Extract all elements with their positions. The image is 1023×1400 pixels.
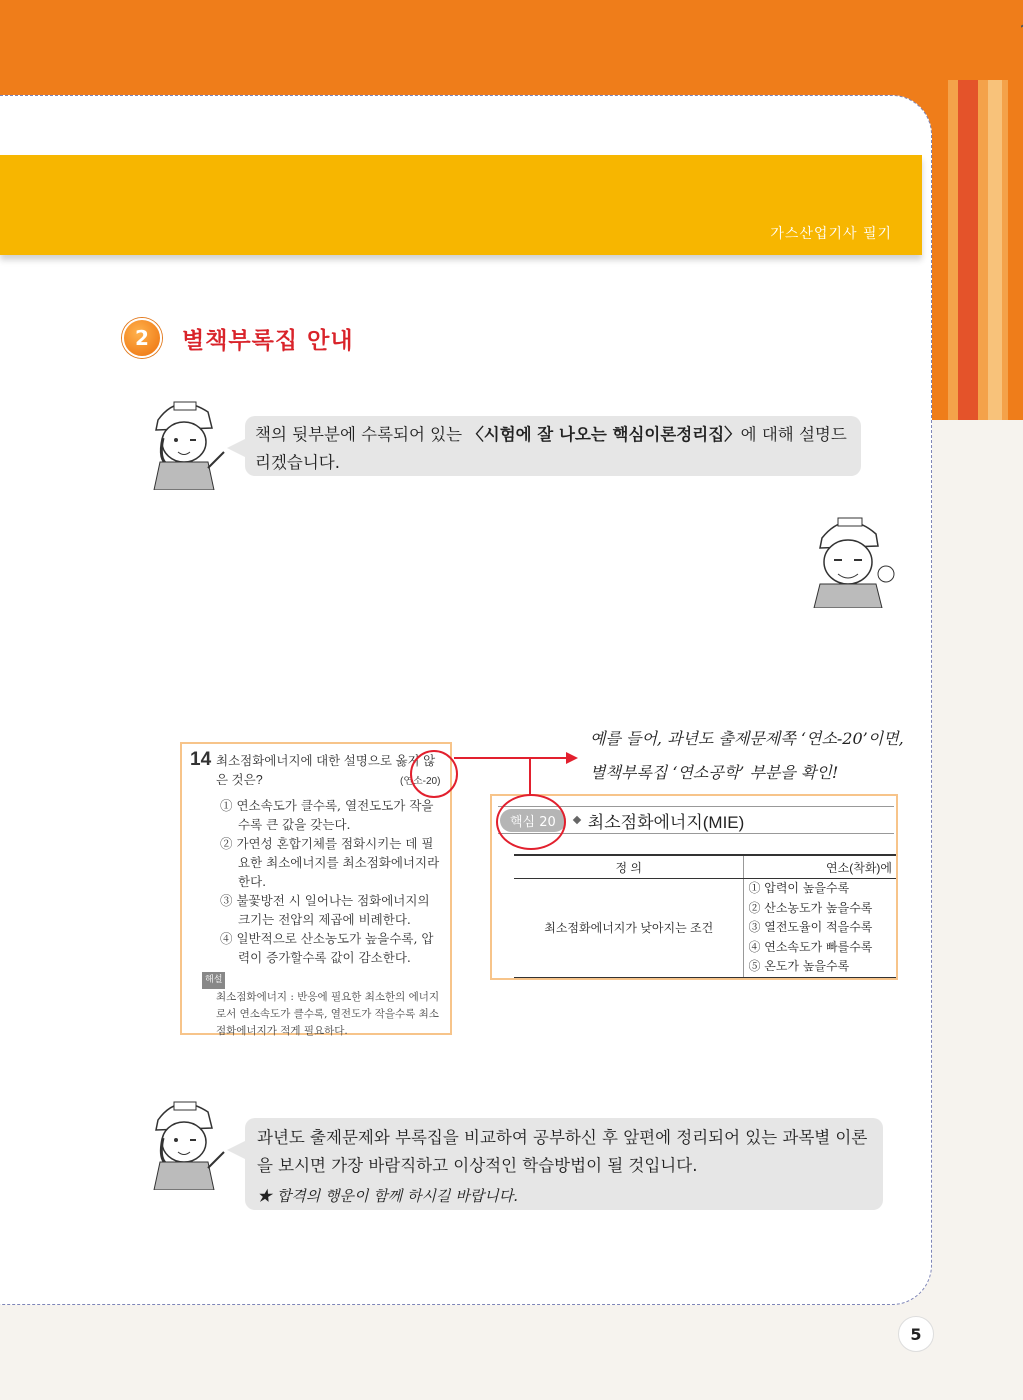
explanation-text: 최소점화에너지 : 반응에 필요한 최소한의 에너지로서 연소속도가 클수록, 열전도가 작을수록 최소점화에너지가 적게 필요하다. — [216, 991, 440, 1037]
question-tag: (연소-20) — [400, 776, 441, 787]
core-title: 최소점화에너지(MIE) — [587, 812, 745, 832]
option-item: ② 가연성 혼합기체를 점화시키는 데 필요한 최소에너지를 최소점화에너지라 한다. — [220, 836, 440, 889]
condition-item: ④ 연소속도가 빠를수록 — [748, 939, 873, 954]
core-badge: 핵심 20 — [500, 809, 566, 832]
option-item: ① 연소속도가 클수록, 열전도도가 작을수록 큰 값을 갖는다. — [220, 798, 434, 832]
side-stripe-decoration — [928, 80, 1023, 420]
explanation-tag: 해설 — [202, 972, 225, 989]
bubble1-text-b: 에 대해 설명드리겠습니다. — [255, 425, 847, 472]
red-arrow-line — [454, 757, 530, 759]
red-circle-tag — [410, 750, 458, 798]
bubble1-text-a: 책의 뒷부분에 수록되어 있는 — [255, 425, 468, 444]
condition-item: ① 압력이 높을수록 — [748, 881, 850, 895]
option-list — [192, 796, 442, 967]
handwritten-note — [590, 722, 904, 790]
explanation — [205, 971, 442, 1040]
header-bar — [0, 155, 922, 255]
speech-bubble-intro — [245, 416, 861, 476]
exam-question-box — [180, 742, 452, 1035]
option-item: ④ 일반적으로 산소농도가 높을수록, 압력이 증가할수록 값이 감소한다. — [220, 931, 434, 965]
note-line2: 별책부록집 ‘연소공학’ 부분을 확인! — [590, 763, 839, 782]
condition-item: ② 산소농도가 높을수록 — [748, 900, 873, 915]
table-header-definition: 정 의 — [514, 855, 744, 879]
condition-cell: 최소점화에너지가 낮아지는 조건 — [514, 879, 744, 978]
condition-item: ⑤ 온도가 높을수록 — [748, 959, 850, 973]
note-line1: 예를 들어, 과년도 출제문제쪽 ‘연소-20’이면, — [590, 729, 904, 748]
bubble3-wish: ★ 합격의 행운이 함께 하시길 바랍니다. — [257, 1187, 518, 1205]
table-header-combustion: 연소(착화)에 — [744, 855, 896, 879]
section-heading — [122, 318, 354, 358]
condition-item: ③ 열전도율이 적을수록 — [748, 920, 873, 934]
character-illustration-right — [800, 508, 900, 608]
diamond-icon — [573, 816, 581, 824]
header-title: 가스산업기사 필기 — [770, 226, 892, 242]
option-item: ③ 불꽃방전 시 일어나는 점화에너지의 크기는 전압의 제곱에 비례한다. — [220, 893, 430, 927]
bubble1-text-bold: 〈시험에 잘 나오는 핵심이론정리집〉 — [467, 425, 741, 444]
red-circle-badge — [496, 794, 566, 850]
red-arrowhead-icon — [566, 752, 578, 764]
red-connector-line — [529, 757, 531, 795]
speech-bubble-closing — [245, 1118, 883, 1210]
red-arrow-line — [530, 757, 570, 759]
character-illustration-left — [138, 390, 230, 490]
page-number: 5 — [898, 1316, 934, 1352]
question-number: 14 — [190, 749, 212, 770]
section-title: 별책부록집 안내 — [182, 327, 354, 354]
question-stem: 최소점화에너지에 대한 설명으로 옳지 않은 것은? — [216, 754, 436, 787]
condition-list — [744, 879, 896, 978]
section-number-badge: 2 — [122, 318, 162, 358]
character-illustration-bottom — [138, 1090, 230, 1190]
bubble3-text: 과년도 출제문제와 부록집을 비교하여 공부하신 후 앞편에 정리되어 있는 과목별 이론을 보시면 가장 바람직하고 이상적인 학습방법이 될 것입니다. — [257, 1128, 868, 1175]
core-table — [514, 854, 896, 978]
